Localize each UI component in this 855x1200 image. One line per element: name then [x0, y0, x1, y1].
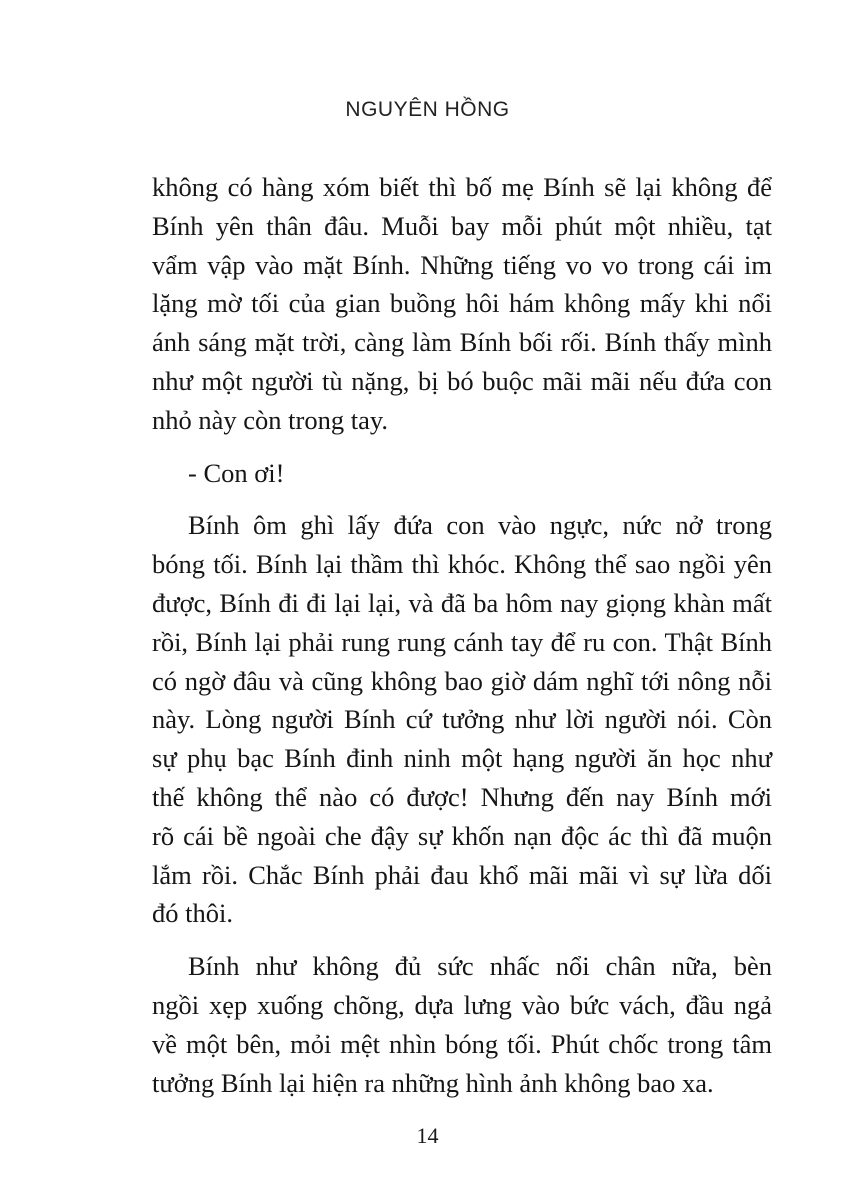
- text-line: này. Lòng người Bính cứ tưởng như lời người nói. Còn: [152, 704, 772, 735]
- text-line: đó thôi.: [152, 898, 233, 929]
- paragraph-2: [152, 454, 772, 493]
- text-line: bóng tối. Bính lại thầm thì khóc. Không thể sao ngồi yên: [152, 549, 772, 580]
- text-line: vẩm vập vào mặt Bính. Những tiếng vo vo trong cái im: [152, 249, 772, 280]
- text-line: về một bên, mỏi mệt nhìn bóng tối. Phút chốc trong tâm: [152, 1028, 772, 1059]
- text-line: sự phụ bạc Bính đinh ninh một hạng người ăn học như: [152, 743, 772, 774]
- paragraph-3: [152, 506, 772, 933]
- text-line: lắm rồi. Chắc Bính phải đau khổ mãi mãi vì sự lừa dối: [152, 859, 772, 890]
- text-line: tưởng Bính lại hiện ra những hình ảnh không bao xa.: [152, 1067, 714, 1098]
- text-line: như một người tù nặng, bị bó buộc mãi mãi nếu đứa con: [152, 365, 772, 396]
- page-number: 14: [416, 1123, 439, 1148]
- text-line: Bính yên thân đâu. Muỗi bay mỗi phút một nhiều, tạt: [152, 210, 772, 241]
- text-line: Bính như không đủ sức nhấc nổi chân nữa, bèn: [188, 951, 772, 982]
- text-line: ánh sáng mặt trời, càng làm Bính bối rối. Bính thấy mình: [152, 327, 772, 358]
- body-text: [152, 168, 772, 1102]
- paragraph-4: [152, 947, 772, 1102]
- running-head-title: NGUYÊN HỒNG: [345, 98, 510, 121]
- text-line: nhỏ này còn trong tay.: [152, 404, 388, 435]
- text-line: có ngờ đâu và cũng không bao giờ dám nghĩ tới nông nỗi: [152, 665, 772, 696]
- text-line: - Con ơi!: [188, 457, 285, 488]
- text-line: rõ cái bề ngoài che đậy sự khốn nạn độc ác thì đã muộn: [152, 820, 772, 851]
- text-line: không có hàng xóm biết thì bố mẹ Bính sẽ lại không để: [152, 172, 772, 202]
- paragraph-1: [152, 168, 772, 440]
- text-line: thế không thể nào có được! Nhưng đến nay Bính mới: [152, 781, 772, 812]
- text-line: được, Bính đi đi lại lại, và đã ba hôm nay giọng khàn mất: [152, 587, 772, 618]
- text-line: ngồi xẹp xuống chõng, dựa lưng vào bức vách, đầu ngả: [152, 989, 772, 1020]
- text-line: lặng mờ tối của gian buồng hôi hám không mấy khi nổi: [152, 288, 772, 319]
- text-line: Bính ôm ghì lấy đứa con vào ngực, nức nở trong: [188, 510, 772, 541]
- text-line: rồi, Bính lại phải rung rung cánh tay để ru con. Thật Bính: [152, 626, 772, 657]
